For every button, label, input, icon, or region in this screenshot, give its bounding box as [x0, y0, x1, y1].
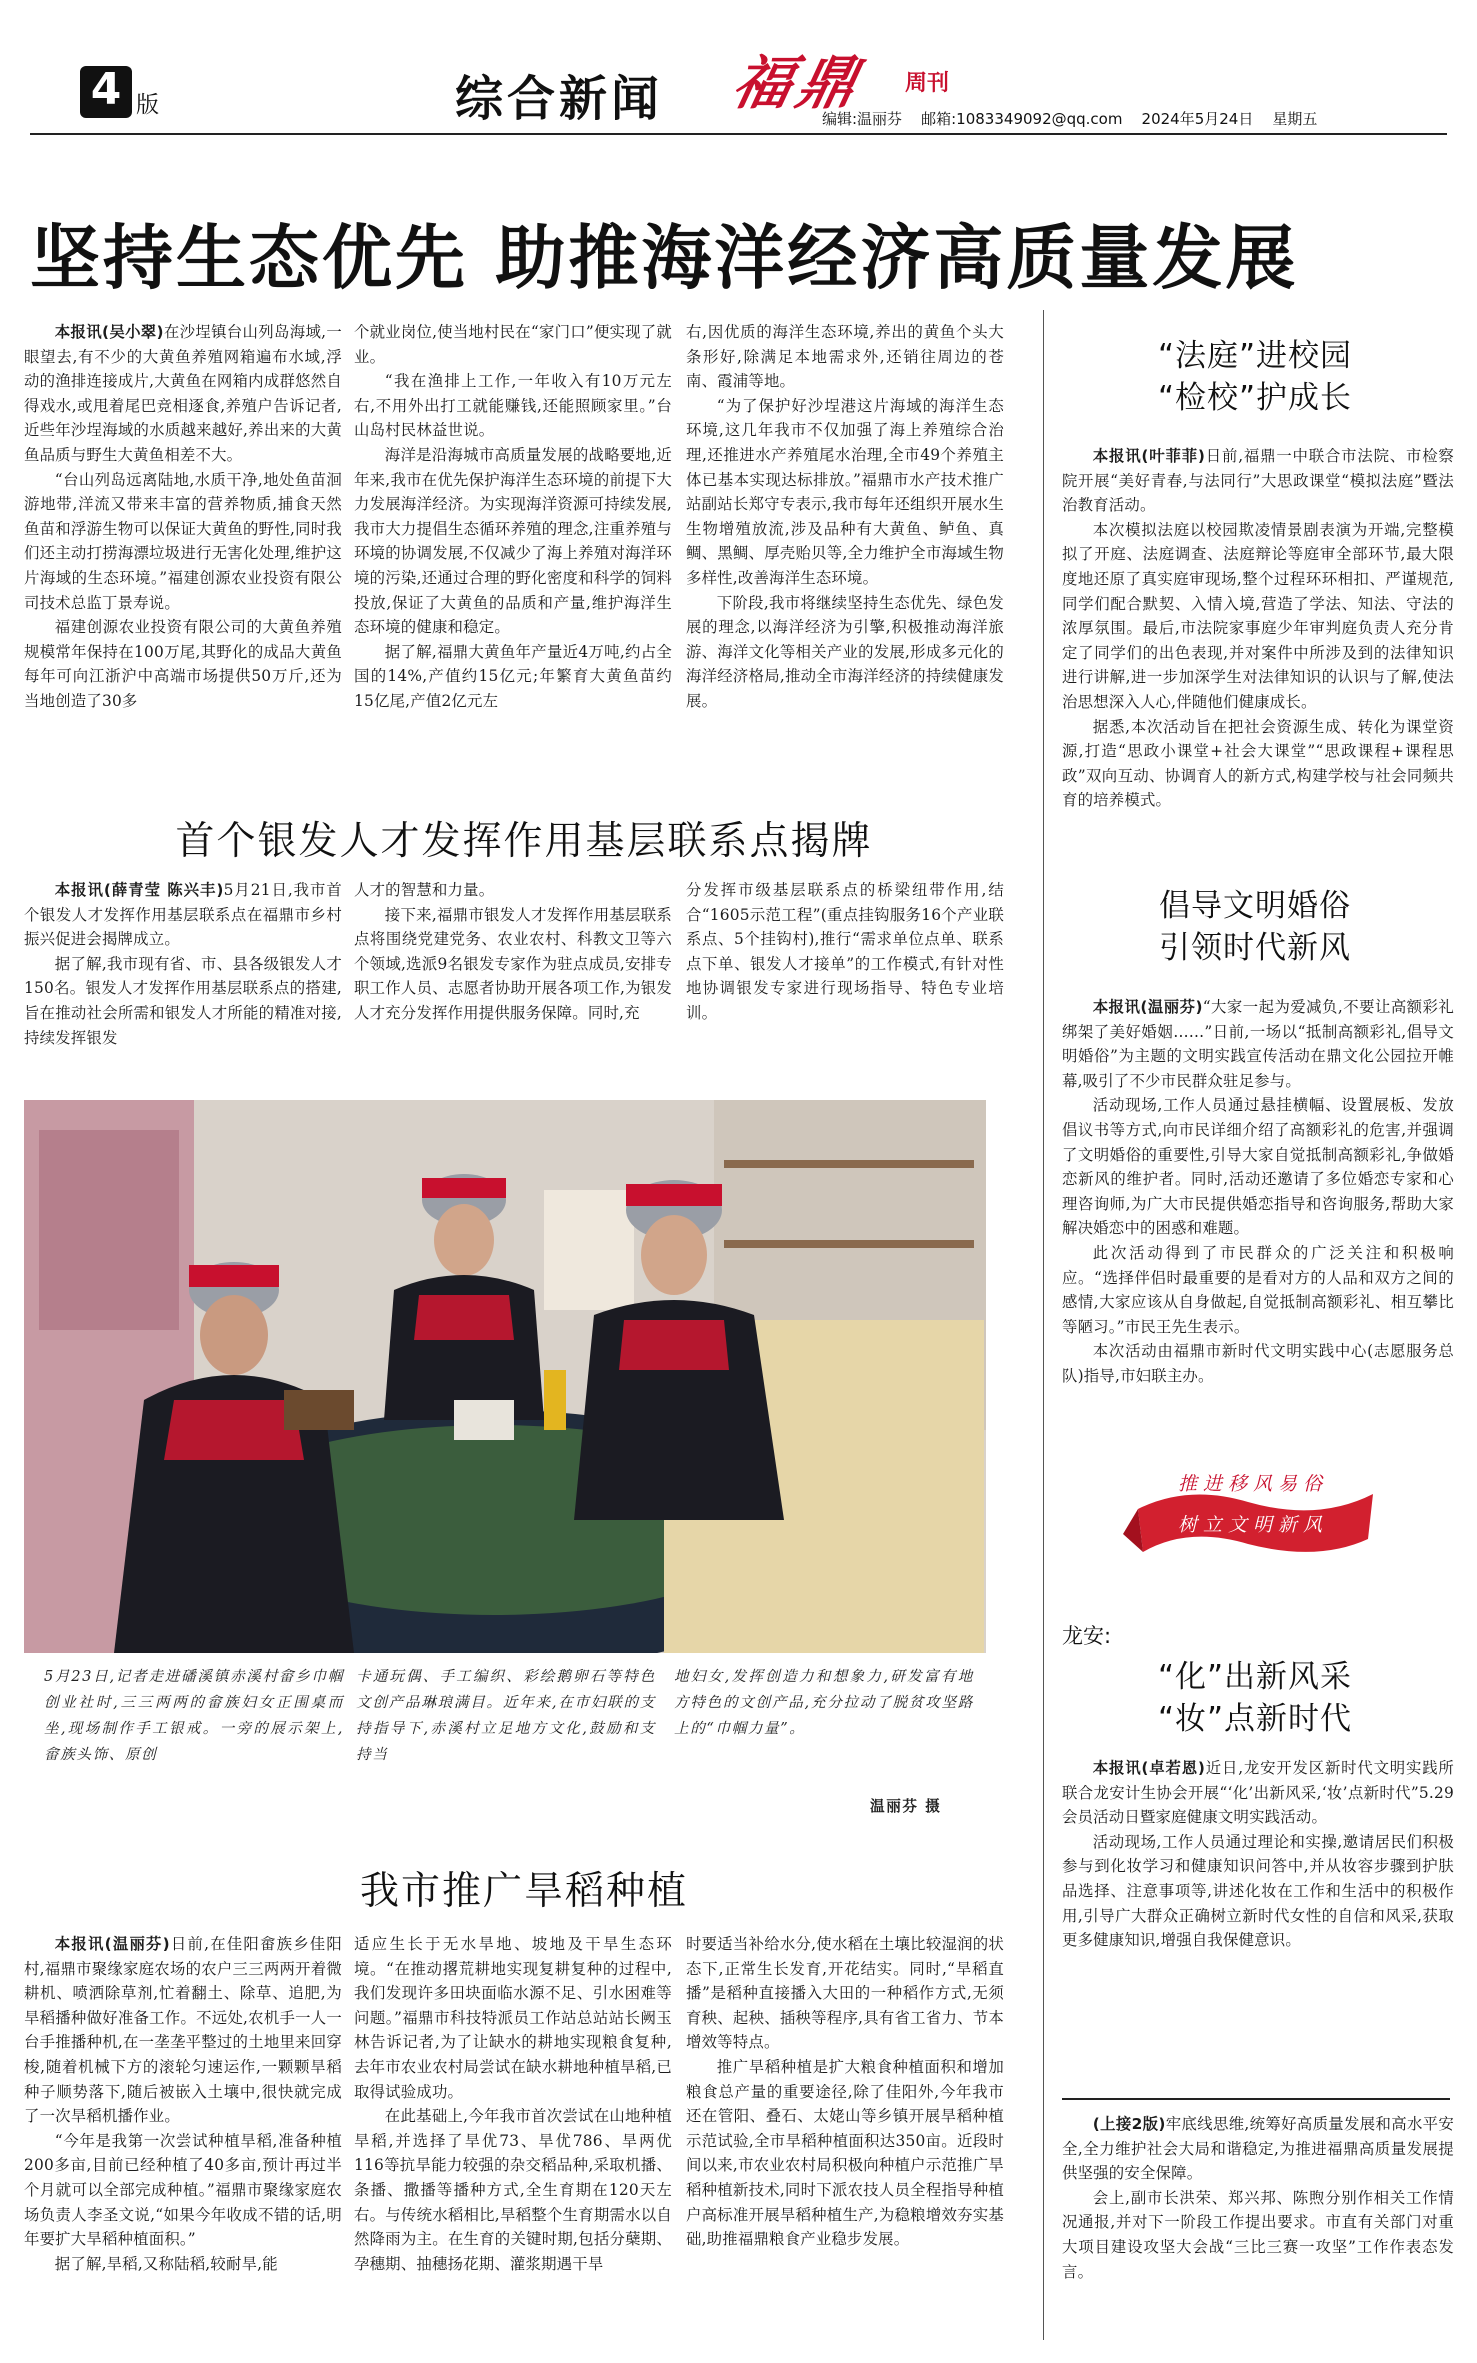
longan-para-2: 活动现场,工作人员通过理论和实操,邀请居民们积极参与到化妆学习和健康知识问答中,并从妆容步骤到护肤品选择、注意事项等,讲述化妆在工作和生活中的积极作用,引导广大群众正确树立新时代女性的自信和风采,获取更多健康知识,增强自我保健意识。: [1062, 1832, 1454, 1950]
para-text: “大家一起为爱减负,不要让高额彩礼绑架了美好婚姻……”日前,一场以“抵制高额彩礼,倡导文明婚俗”为主题的文明实践宣传活动在鼎文化公园拉开帷幕,吸引了不少市民群众驻足参与。: [1062, 998, 1454, 1090]
rice-para-7: 推广旱稻种植是扩大粮食种植面积和增加粮食总产量的重要途径,除了佳阳外,今年我市还在管阳、叠石、太姥山等乡镇开展旱稻种植示范试验,全市旱稻种植面积达350亩。近段时间以来,市农业农村局积极向种植户示范推广旱稻种植新技术,同时下派农技人员全程指导种植户高标准开展旱稻种植生产,为稳粮增效夯实基础,助推福鼎粮食产业稳步发展。: [686, 2057, 1004, 2249]
court-para-1: [1062, 444, 1454, 518]
column-divider: [1043, 310, 1044, 2340]
masthead-rule: [30, 133, 1447, 135]
page-suffix: 版: [136, 92, 159, 118]
lead-para-10: 下阶段,我市将继续坚持生态优先、绿色发展的理念,以海洋经济为引擎,积极推动海洋旅游、海洋文化等相关产业的发展,形成多元化的海洋经济格局,推动全市海洋经济的持续健康发展。: [686, 593, 1004, 710]
longan-title: [1060, 1656, 1450, 1740]
talent-col-1: [24, 878, 342, 1050]
news-photo: [24, 1100, 986, 1653]
lead-col-1: [24, 320, 342, 714]
court-title-line-1: “法庭”进校园: [1157, 338, 1353, 374]
para-text: 日前,福鼎一中联合市法院、市检察院开展“美好青春,与法同行”大思政课堂“模拟法庭”暨法治教育活动。: [1062, 447, 1455, 515]
talent-headline: 首个银发人才发挥作用基层联系点揭牌: [175, 819, 873, 864]
longan-title-line-1: “化”出新风采: [1157, 1659, 1353, 1695]
lead-col-3: [686, 320, 1004, 714]
rice-col-1: [24, 1932, 342, 2276]
rice-col-3: [686, 1932, 1004, 2252]
masthead-info: 编辑:温丽芬 邮箱:1083349092@qq.com 2024年5月24日 星期五: [822, 110, 1318, 128]
rice-para-4: 适应生长于无水旱地、坡地及干旱生态环境。“在推动撂荒耕地实现复耕复种的过程中,我们发现许多田块面临水源不足、引水困难等问题。”福鼎市科技特派员工作站总站站长阙玉林告诉记者,为了让缺水的耕地实现粮食复种,去年市农业农村局尝试在缺水耕地种植旱稻,已取得试验成功。: [354, 1935, 672, 2101]
longan-para-1: [1062, 1756, 1454, 1830]
lead-para-3: 福建创源农业投资有限公司的大黄鱼养殖规模常年保持在100万尾,其野化的成品大黄鱼每年可向江浙沪中高端市场提供50万斤,还为当地创造了30多: [24, 618, 342, 710]
byline: 本报讯(温丽芬): [1092, 998, 1203, 1016]
brand-suffix: 周刊: [905, 71, 950, 96]
lead-para-2: “台山列岛远离陆地,水质干净,地处鱼苗洄游地带,洋流又带来丰富的营养物质,捕食天然鱼苗和浮游生物可以保证大黄鱼的野性,同时我们还主动打捞海漂垃圾进行无害化处理,维护这片海域的生态环境。”福建创源农业投资有限公司技术总监丁景寿说。: [24, 470, 342, 612]
wedding-body: [1062, 995, 1454, 1389]
court-title: [1060, 335, 1450, 419]
lead-para-5: “我在渔排上工作,一年收入有10万元左右,不用外出打工就能赚钱,还能照顾家里。”台山岛村民林益世说。: [354, 372, 672, 440]
continued-para-1: [1062, 2112, 1454, 2186]
wedding-para-1: [1062, 995, 1454, 1093]
byline: (上接2版): [1092, 2115, 1166, 2133]
lead-para-8: 右,因优质的海洋生态环境,养出的黄鱼个头大条形好,除满足本地需求外,还销往周边的苍南、霞浦等地。: [686, 323, 1004, 391]
court-para-3: 据悉,本次活动旨在把社会资源生成、转化为课堂资源,打造“思政小课堂+社会大课堂”“思政课程+课程思政”双向互动、协调育人的新方式,构建学校与社会同频共育的培养模式。: [1062, 717, 1454, 810]
court-title-line-2: “检校”护成长: [1157, 380, 1353, 416]
page-number: 4: [90, 64, 122, 115]
photo-credit: 温丽芬 摄: [870, 1798, 942, 1815]
photo-caption-col-1: 5月23日,记者走进磻溪镇赤溪村畲乡巾帼创业社时,三三两两的畲族妇女正围桌而坐,现场制作手工银戒。一旁的展示架上,畲族头饰、原创: [44, 1668, 344, 1763]
section-title: 综合新闻: [455, 71, 664, 127]
para-text: 牢底线思维,统筹好高质量发展和高水平安全,全力维护社会大局和谐稳定,为推进福鼎高质量发展提供坚强的安全保障。: [1062, 2115, 1454, 2183]
talent-para-5: 分发挥市级基层联系点的桥梁纽带作用,结合“1605示范工程”(重点挂钩服务16个产业联系点、5个挂钩村),推行“需求单位点单、联系点下单、银发人才接单”的工作模式,有针对性地协调银发专家进行现场指导、特色专业培训。: [686, 881, 1004, 1022]
talent-para-4: 接下来,福鼎市银发人才发挥作用基层联系点将围绕党建党务、农业农村、科教文卫等六个领域,选派9名银发专家作为驻点成员,安排专职工作人员、志愿者协助开展各项工作,为银发人才充分发挥作用提供服务保障。同时,充: [354, 905, 672, 1022]
talent-col-3: [686, 878, 1004, 1026]
talent-col-2: [354, 878, 672, 1026]
lead-headline: 坚持生态优先 助推海洋经济高质量发展: [30, 217, 1299, 299]
wedding-title-line-2: 引领时代新风: [1159, 930, 1351, 966]
para-text: 5月21日,我市首个银发人才发挥作用基层联系点在福鼎市乡村振兴促进会揭牌成立。: [24, 881, 342, 949]
rice-para-2: “今年是我第一次尝试种植旱稻,准备种植200多亩,目前已经种植了40多亩,预计再过半个月就可以全部完成种植。”福鼎市聚缘家庭农场负责人李圣文说,“如果今年收成不错的话,明年要扩大旱稻种植面积。”: [24, 2131, 342, 2249]
lead-col-2: [354, 320, 672, 714]
photo-illustration: [24, 1100, 986, 1653]
para-text: 日前,在佳阳畲族乡佳阳村,福鼎市聚缘家庭农场的农户三三两两开着微耕机、喷洒除草剂,忙着翻土、除草、追肥,为旱稻播种做好准备工作。不远处,农机手一人一台手推播种机,在一垄垄平整过的土地里来回穿梭,随着机械下方的滚轮匀速运作,一颗颗旱稻种子顺势落下,随后被嵌入土壤中,很快就完成了一次旱稻机播作业。: [24, 1935, 343, 2126]
court-body: [1062, 444, 1454, 813]
rice-col-2: [354, 1932, 672, 2276]
court-para-2: 本次模拟法庭以校园欺凌情景剧表演为开端,完整模拟了开庭、法庭调查、法庭辩论等庭审全部环节,最大限度地还原了真实庭审现场,整个过程环环相扣、严谨规范,同学们配合默契、入情入境,营造了学法、知法、守法的浓厚氛围。最后,市法院家事庭少年审判庭负责人充分肯定了同学们的出色表现,并对案件中所涉及到的法律知识进行讲解,进一步加深学生对法律知识的认识与了解,使法治思想深入人心,伴随他们健康成长。: [1062, 520, 1454, 711]
rice-para-1: [24, 1932, 342, 2129]
byline: 本报讯(卓若恩): [1092, 1759, 1206, 1777]
lead-para-4: 个就业岗位,使当地村民在“家门口”便实现了就业。: [354, 323, 672, 366]
longan-body: [1062, 1756, 1454, 1953]
talent-para-1: [24, 878, 342, 952]
rice-para-6: 时要适当补给水分,使水稻在土壤比较湿润的状态下,正常生长发育,开花结实。同时,“旱稻直播”是稻种直接播入大田的一种稻作方式,无须育秧、起秧、插秧等程序,具有省工省力、节本增效等特点。: [686, 1935, 1004, 2052]
lead-para-9: “为了保护好沙埕港这片海域的海洋生态环境,这几年我市不仅加强了海上养殖综合治理,还推进水产养殖尾水治理,全市49个养殖主体已基本实现达标排放。”福鼎市水产技术推广站副站长郑守专表示,我市每年还组织开展水生生物增殖放流,涉及品种有大黄鱼、鲈鱼、真鲷、黑鲷、厚壳贻贝等,全力维护全市海域生物多样性,改善海洋生态环境。: [686, 396, 1004, 587]
talent-para-3: 人才的智慧和力量。: [354, 881, 495, 899]
lead-para-7: 据了解,福鼎大黄鱼年产量近4万吨,约占全国的14%,产值约15亿元;年繁育大黄鱼苗约15亿尾,产值2亿元左: [354, 642, 672, 710]
wedding-title-line-1: 倡导文明婚俗: [1159, 888, 1351, 924]
byline: 本报讯(温丽芬): [54, 1935, 170, 1953]
para-text: 在沙埕镇台山列岛海域,一眼望去,有不少的大黄鱼养殖网箱遍布水域,浮动的渔排连接成片,大黄鱼在网箱内成群悠然自得戏水,或甩着尾巴竞相逐食,养殖户告诉记者,近些年沙埕海域的水质越来越好,养出来的大黄鱼品质与野生大黄鱼相差不大。: [24, 323, 342, 464]
rice-headline: 我市推广旱稻种植: [359, 1869, 688, 1914]
byline: 本报讯(薛青莹 陈兴丰): [54, 881, 224, 899]
longan-kicker: 龙安:: [1062, 1624, 1112, 1648]
continued-body: [1062, 2112, 1454, 2284]
wedding-title: [1060, 885, 1450, 969]
rice-para-3: 据了解,旱稻,又称陆稻,较耐旱,能: [54, 2254, 278, 2273]
wedding-para-4: 本次活动由福鼎市新时代文明实践中心(志愿服务总队)指导,市妇联主办。: [1062, 1342, 1454, 1385]
side-section-rule: [1062, 2098, 1450, 2100]
lead-para-1: [24, 320, 342, 468]
civility-ribbon: [1118, 1464, 1393, 1574]
rice-para-5: 在此基础上,今年我市首次尝试在山地种植旱稻,并选择了旱优73、旱优786、旱两优116等抗旱能力较强的杂交稻品种,采取机播、条播、撒播等播种方式,全生育期在120天左右。与传统水稻相比,旱稻整个生育期需水以自然降雨为主。在生育的关键时期,包括分蘖期、孕穗期、抽穗扬花期、灌浆期遇干旱: [354, 2107, 672, 2273]
para-text: 近日,龙安开发区新时代文明实践所联合龙安计生协会开展“‘化’出新风采,‘妆’点新时代”5.29会员活动日暨家庭健康文明实践活动。: [1062, 1759, 1455, 1827]
byline: 本报讯(吴小翠): [54, 323, 164, 341]
wedding-para-2: 活动现场,工作人员通过悬挂横幅、设置展板、发放倡议书等方式,向市民详细介绍了高额彩礼的危害,并强调了文明婚俗的重要性,引导大家自觉抵制高额彩礼,争做婚恋新风的维护者。同时,活动还邀请了多位婚恋专家和心理咨询师,为广大市民提供婚恋指导和咨询服务,帮助大家解决婚恋中的困惑和难题。: [1062, 1096, 1454, 1238]
ribbon-line-2: 树立文明新风: [1177, 1514, 1328, 1536]
talent-para-2: 据了解,我市现有省、市、县各级银发人才150名。银发人才发挥作用基层联系点的搭建,旨在推动社会所需和银发人才所能的精准对接,持续发挥银发: [24, 954, 342, 1047]
wedding-para-3: 此次活动得到了市民群众的广泛关注和积极响应。“选择伴侣时最重要的是看对方的人品和双方之间的感情,大家应该从自身做起,自觉抵制高额彩礼、相互攀比等陋习。”市民王先生表示。: [1062, 1243, 1454, 1336]
ribbon-line-1: 推进移风易俗: [1177, 1473, 1328, 1495]
lead-para-6: 海洋是沿海城市高质量发展的战略要地,近年来,我市在优先保护海洋生态环境的前提下大力发展海洋经济。为实现海洋资源可持续发展,我市大力提倡生态循环养殖的理念,注重养殖与环境的协调发展,不仅减少了海上养殖对海洋环境的污染,还通过合理的野化密度和科学的饲料投放,保证了大黄鱼的品质和产量,维护海洋生态环境的健康和稳定。: [354, 445, 672, 637]
byline: 本报讯(叶菲菲): [1092, 447, 1206, 465]
longan-title-line-2: “妆”点新时代: [1157, 1701, 1353, 1737]
photo-caption-col-2: 卡通玩偶、手工编织、彩绘鹅卵石等特色文创产品琳琅满目。近年来,在市妇联的支持指导下,赤溪村立足地方文化,鼓励和支持当: [356, 1668, 656, 1763]
photo-caption-col-3: 地妇女,发挥创造力和想象力,研发富有地方特色的文创产品,充分拉动了脱贫攻坚路上的“巾帼力量”。: [674, 1668, 974, 1737]
continued-para-2: 会上,副市长洪荣、郑兴邦、陈煦分别作相关工作情况通报,并对下一阶段工作提出要求。市直有关部门对重大项目建设攻坚大会战“三比三赛一攻坚”工作作表态发言。: [1062, 2188, 1454, 2281]
brand-logo: 福鼎: [726, 49, 870, 117]
